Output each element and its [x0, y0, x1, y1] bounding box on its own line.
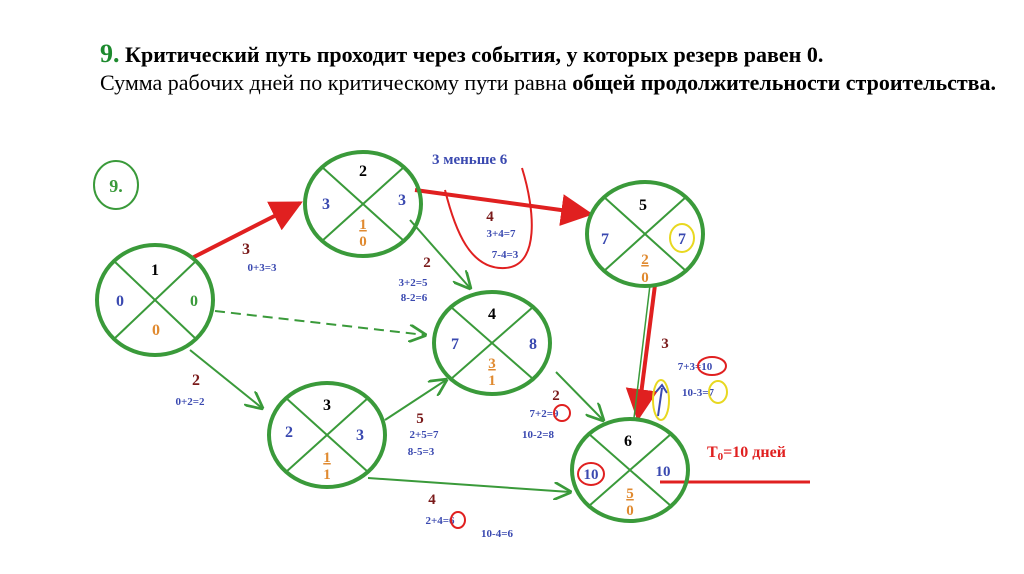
- edge-1-2-duration: 3: [242, 241, 250, 258]
- edge-4-6-calc-backward: 10-2=8: [522, 429, 554, 441]
- edge-2-4-calc-forward: 3+2=5: [398, 277, 428, 289]
- edge-3-6-duration: 4: [428, 492, 436, 508]
- edge-3-6-calc-forward: 2+4=6: [425, 515, 455, 527]
- edge-1-2-calc: 0+3=3: [247, 262, 277, 274]
- node-4-early: 7: [451, 336, 459, 353]
- event-node-6: [572, 419, 688, 521]
- node-1-early: 0: [116, 293, 124, 310]
- event-node-2: [305, 152, 421, 256]
- edge-4-6-duration: 2: [552, 388, 560, 404]
- edge-2-4-duration: 2: [423, 255, 431, 271]
- node-6-id: 6: [624, 433, 632, 450]
- event-node-5: [587, 182, 703, 286]
- node-2-id: 2: [359, 163, 367, 180]
- node-6-reserve-top: 5: [626, 486, 634, 502]
- edge-1-3-calc: 0+2=2: [175, 396, 205, 408]
- node-6-reserve-bottom: 0: [626, 503, 634, 519]
- node-3-id: 3: [323, 397, 331, 414]
- node-3-late: 3: [356, 427, 364, 444]
- node-2-late: 3: [398, 192, 406, 209]
- node-5-reserve-top: 2: [641, 252, 649, 268]
- node-3-reserve-bottom: 1: [323, 467, 331, 483]
- node-3-early: 2: [285, 424, 293, 441]
- node-5-early: 7: [601, 231, 609, 248]
- edge-1-3-duration: 2: [192, 372, 200, 389]
- node-2-reserve-top: 1: [359, 217, 367, 233]
- edge-2-5: [415, 190, 590, 214]
- edge-3-4-calc-backward: 8-5=3: [407, 446, 435, 458]
- node-2-early: 3: [322, 196, 330, 213]
- node-4-late: 8: [529, 336, 537, 353]
- edge-3-6-calc-backward: 10-4=6: [481, 528, 513, 540]
- edge-2-5-calc-backward: 7-4=3: [491, 249, 519, 261]
- node-6-early: 10: [583, 467, 599, 483]
- event-node-3: [269, 383, 385, 487]
- heading-bold: Критический путь проходит через события, у которых резерв равен 0.: [125, 42, 824, 67]
- edge-3-6: [368, 478, 570, 492]
- step-badge-label: 9.: [109, 176, 123, 196]
- comparison-note: 3 меньше 6: [432, 152, 508, 168]
- edge-2-5-calc-forward: 3+4=7: [486, 228, 516, 240]
- node-1-late: 0: [190, 293, 198, 310]
- node-5-id: 5: [639, 197, 647, 214]
- node-4-reserve-top: 3: [488, 356, 496, 372]
- heading-normal: Сумма рабочих дней по критическому пути равна: [100, 70, 567, 95]
- event-node-1: [97, 245, 213, 355]
- node-2-reserve-bottom: 0: [359, 234, 367, 250]
- edge-2-4-calc-backward: 8-2=6: [400, 292, 428, 304]
- event-node-4: [434, 292, 550, 394]
- edge-5-6-calc-backward: 10-3=7: [682, 387, 714, 399]
- node-3-reserve-top: 1: [323, 450, 331, 466]
- total-duration: T0=10 дней: [707, 444, 786, 463]
- node-1-id: 1: [151, 262, 159, 279]
- node-4-id: 4: [488, 306, 496, 323]
- edge-2-5-duration: 4: [486, 209, 494, 225]
- node-1-reserve: 0: [152, 322, 160, 339]
- edge-5-6-duration: 3: [661, 336, 669, 352]
- edge-3-4-calc-forward: 2+5=7: [409, 429, 439, 441]
- edge-1-4-dummy: [215, 311, 425, 335]
- heading-bold-end: общей продолжительности строительства.: [572, 70, 997, 95]
- edge-4-6-calc-forward: 7+2=9: [529, 408, 559, 420]
- node-4-reserve-bottom: 1: [488, 373, 496, 389]
- reverse-arrow: [656, 385, 667, 416]
- edge-3-4-duration: 5: [416, 411, 424, 427]
- node-5-late: 7: [678, 231, 686, 248]
- heading-number: 9.: [100, 39, 120, 68]
- node-5-reserve-bottom: 0: [641, 270, 649, 286]
- node-6-late: 10: [655, 464, 671, 480]
- edge-5-6-calc-forward: 7+3=10: [677, 361, 713, 373]
- edge-4-6: [556, 372, 603, 420]
